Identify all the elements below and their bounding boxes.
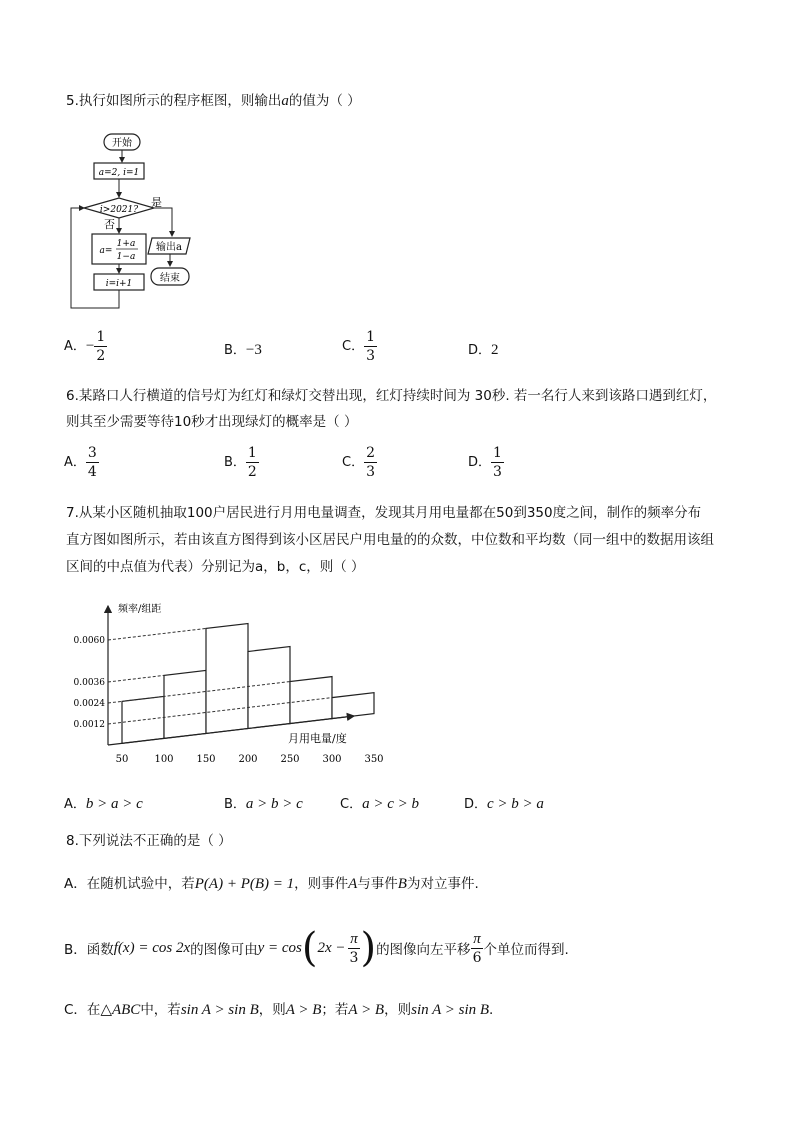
flow-assign-den: 1−a	[116, 252, 136, 262]
q8-b-fraction-1	[348, 930, 361, 967]
q8-a-text-1: A．在随机试验中，若	[64, 876, 195, 892]
q5-flowchart	[66, 128, 206, 313]
q6-option-a-label: A．	[64, 455, 86, 470]
q6-option-a-den: 4	[87, 464, 97, 480]
q8-c-text-3: ，则	[258, 1002, 286, 1018]
q8-b-pi-num-1: π	[350, 930, 358, 947]
q6-option-a	[64, 444, 99, 481]
q7-option-c-label: C．	[340, 797, 363, 812]
q8-a-var-1: A	[348, 876, 358, 892]
q8-b-text-1: B．函数	[64, 942, 114, 958]
q7-option-d-label: D．	[464, 797, 488, 812]
flow-init-text: a=2, i=1	[98, 168, 140, 178]
q5-option-c-num: 1	[366, 329, 375, 345]
q6-option-c-num: 2	[366, 445, 375, 461]
q6-option-a-num: 3	[87, 445, 97, 461]
q6-option-b-den: 2	[247, 464, 257, 480]
q5-stem	[66, 88, 746, 114]
q8-a-var-2: B	[397, 876, 407, 892]
flow-yes-label: 是	[151, 196, 162, 209]
flow-assign-num: 1+a	[116, 239, 136, 249]
q8-c-math-4: A > B	[348, 1002, 385, 1018]
hist-x-label: 月用电量/度	[288, 732, 347, 745]
q8-c-text-2: 中，若	[140, 1002, 181, 1018]
q8-stem: 8.下列说法不正确的是（ ）	[66, 833, 232, 849]
flow-end-text: 结束	[160, 273, 180, 284]
q7-option-d	[464, 793, 544, 813]
flow-start-text: 开始	[112, 138, 132, 149]
q5-option-a-label: A．	[64, 339, 86, 354]
q5-option-c-label: C．	[342, 339, 365, 354]
q6-option-d	[468, 444, 504, 481]
q6-option-b-num: 1	[247, 445, 257, 461]
flow-no-label: 否	[104, 218, 115, 231]
q8-a-text-2: ，则事件	[294, 876, 349, 892]
q5-option-a	[64, 328, 107, 365]
q5-stem-prefix: 5.执行如图所示的程序框图，则输出	[66, 93, 282, 109]
q5-option-d-label: D．	[468, 343, 492, 358]
q5-stem-suffix: 的值为（ ）	[288, 93, 361, 109]
q6-stem	[66, 383, 746, 435]
q6-option-d-den: 3	[493, 464, 502, 480]
q6-option-d-label: D．	[468, 455, 492, 470]
hist-ytick-0.0024: 0.0024	[73, 699, 105, 709]
hist-bar-250-300	[290, 677, 332, 724]
q8-c-math-2: sin A > sin B	[180, 1002, 259, 1018]
q5-option-c	[342, 328, 377, 365]
q6-option-d-fraction	[491, 444, 504, 481]
q5-stem-var: a	[281, 93, 289, 109]
q7-option-b-label: B．	[224, 797, 246, 812]
hist-xtick-150: 150	[196, 754, 216, 765]
q7-option-c	[340, 793, 419, 813]
q8-b-pi-num-2: π	[473, 930, 481, 947]
q8-option-a	[64, 872, 479, 893]
hist-bar-300-350	[332, 693, 374, 719]
q6-option-c-fraction	[364, 444, 377, 481]
q7-line-3: 区间的中点值为代表）分别记为a，b，c，则（ ）	[66, 559, 365, 575]
q8-a-text-4: 为对立事件.	[406, 876, 479, 892]
q7-option-b-value: a > b > c	[245, 796, 303, 812]
q6-option-b	[224, 444, 259, 481]
hist-bar-200-250	[248, 647, 290, 729]
q8-b-text-4: 个单位而得到.	[483, 942, 569, 958]
q6-option-c-label: C．	[342, 455, 365, 470]
q6-line-2: 则其至少需要等待10秒才出现绿灯的概率是（ ）	[66, 414, 358, 430]
q5-option-d	[468, 339, 499, 359]
hist-guide-0.0060	[108, 628, 206, 640]
hist-xtick-350: 350	[364, 754, 384, 765]
q6-option-a-fraction	[86, 444, 99, 481]
q8-c-text-4: ；若	[321, 1002, 349, 1018]
hist-ytick-0.0060: 0.0060	[73, 636, 105, 646]
q8-option-b	[64, 925, 569, 971]
q5-option-a-den: 2	[96, 348, 106, 364]
hist-xtick-200: 200	[238, 754, 258, 765]
hist-bar-100-150	[164, 670, 206, 738]
q5-option-b-label: B．	[224, 343, 246, 358]
q8-c-text-5: ，则	[384, 1002, 412, 1018]
q5-option-a-num: 1	[96, 329, 106, 345]
q7-line-2: 直方图如图所示，若由该直方图得到该小区居民户用电量的的众数，中位数和平均数（同一组中的数据用该组	[66, 532, 714, 548]
q7-stem	[66, 500, 746, 581]
flow-incr-text: i=i+1	[105, 279, 133, 289]
q8-b-math-2a: y = cos	[257, 939, 302, 956]
flow-cond-text: i>2021?	[99, 205, 139, 215]
hist-y-label: 频率/组距	[118, 604, 162, 615]
q8-b-math-2b: 2x −	[317, 939, 346, 956]
q7-option-a	[64, 793, 143, 813]
q8-b-fraction-2	[471, 930, 484, 967]
q8-c-text-6: .	[489, 1002, 494, 1018]
q8-c-math-5: sin A > sin B	[411, 1002, 490, 1018]
hist-ytick-0.0036: 0.0036	[73, 678, 105, 688]
q5-option-c-den: 3	[366, 348, 375, 364]
q7-option-a-value: b > a > c	[85, 796, 143, 812]
hist-bar-150-200	[206, 623, 248, 733]
q7-option-b	[224, 793, 303, 813]
q7-line-1: 7.从某小区随机抽取100户居民进行月用电量调查，发现其月用电量都在50到350度之间，制作的频率分布	[66, 505, 702, 521]
q8-a-text-3: 与事件	[357, 876, 398, 892]
hist-xtick-250: 250	[280, 754, 300, 765]
q8-b-left-paren: (	[301, 925, 318, 971]
q6-option-c-den: 3	[366, 464, 375, 480]
q8-b-pi-den-2: 6	[472, 949, 482, 966]
q5-option-c-fraction	[364, 328, 377, 365]
q5-option-b-value: −3	[245, 342, 262, 358]
q6-option-b-label: B．	[224, 455, 246, 470]
q8-c-text-1: C．在	[64, 1002, 101, 1018]
q7-option-c-value: a > c > b	[362, 796, 419, 812]
q6-option-d-num: 1	[493, 445, 502, 461]
q6-line-1: 6.某路口人行横道的信号灯为红灯和绿灯交替出现，红灯持续时间为 30秒. 若一名行人来到该路口遇到红灯，	[66, 388, 717, 404]
q6-option-c	[342, 444, 377, 481]
q5-option-d-value: 2	[491, 342, 499, 358]
q8-b-text-2: 的图像可由	[190, 942, 258, 958]
q5-option-b	[224, 339, 262, 359]
q8-c-math-1: △ABC	[100, 1002, 141, 1018]
q5-option-a-fraction	[94, 328, 107, 365]
flow-assign-lhs: a=	[99, 246, 113, 256]
q8-a-math: P(A) + P(B) = 1	[194, 876, 295, 892]
hist-xtick-50: 50	[115, 754, 129, 765]
q8-option-c	[64, 998, 493, 1019]
flow-output-text: 输出a	[156, 242, 182, 253]
q7-histogram	[66, 600, 384, 770]
q7-option-d-value: c > b > a	[487, 796, 544, 812]
q5-option-a-sign: −	[85, 338, 95, 354]
q8-b-text-3: 的图像向左平移	[376, 942, 471, 958]
hist-xtick-100: 100	[154, 754, 174, 765]
hist-guide-0.0036	[108, 675, 164, 682]
q8-b-pi-den-1: 3	[349, 949, 359, 966]
q8-b-math-1: f(x) = cos 2x	[113, 939, 191, 956]
hist-ytick-0.0012: 0.0012	[73, 720, 105, 730]
q6-option-b-fraction	[246, 444, 259, 481]
hist-xtick-300: 300	[322, 754, 342, 765]
q7-option-a-label: A．	[64, 797, 86, 812]
q8-b-right-paren: )	[360, 925, 377, 971]
q8-c-math-3: A > B	[285, 1002, 322, 1018]
